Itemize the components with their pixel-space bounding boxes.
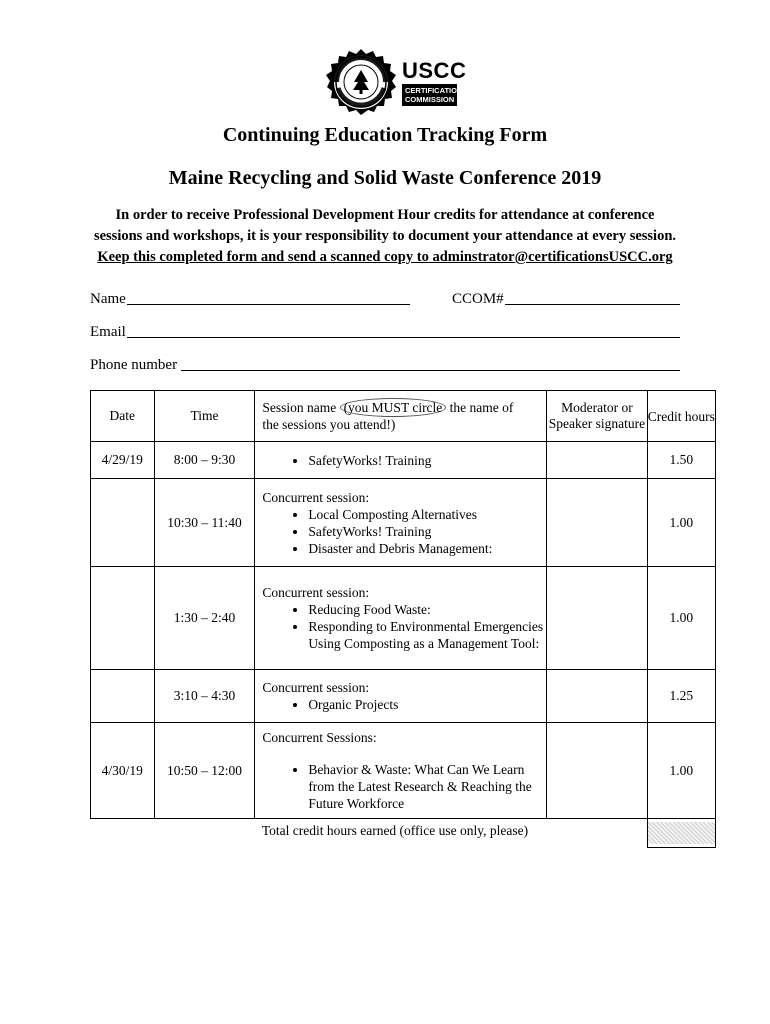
session-table [90, 390, 716, 848]
phone-label: Phone number [90, 357, 178, 373]
row-sessions [255, 723, 547, 819]
header-session-circled: (you MUST circle [340, 398, 447, 417]
form-title: Continuing Education Tracking Form [222, 124, 548, 146]
session-item: • Disaster and Debris Management: [308, 540, 546, 557]
table-row [91, 479, 716, 567]
row-sessions [255, 567, 547, 670]
session-intro: Concurrent session: [262, 680, 370, 695]
row-sessions [255, 442, 547, 479]
total-label: Total credit hours earned (office use only, please) [261, 823, 529, 838]
event-title: Maine Recycling and Solid Waste Conference 2019 [168, 167, 602, 189]
logo-commission-box [402, 84, 463, 106]
table-header-row [91, 391, 716, 442]
header-credit: Credit hours [647, 391, 715, 442]
intro-paragraph [60, 205, 710, 268]
table-row [91, 723, 716, 819]
row-signature-cell[interactable] [547, 723, 647, 819]
header-session-post: the name of [449, 400, 514, 415]
session-intro: Concurrent Sessions: [262, 730, 377, 745]
row-signature-cell[interactable] [547, 479, 647, 567]
logo-box-line1: CERTIFICATION [405, 86, 463, 95]
row-date: 4/29/19 [91, 442, 155, 479]
header-session-pre: Session name [262, 400, 337, 415]
email-field[interactable] [90, 324, 680, 341]
total-credit-cell [647, 819, 715, 848]
session-item: • Reducing Food Waste: [308, 601, 546, 618]
name-label: Name [90, 291, 126, 307]
ccom-field[interactable] [452, 291, 680, 308]
header-session-line2: the sessions you attend!) [262, 417, 396, 432]
session-item: • SafetyWorks! Training [308, 523, 546, 540]
intro-line-3: Keep this completed form and send a scanned copy to adminstrator@certificationsUSCC.org [97, 249, 673, 265]
row-date [91, 479, 155, 567]
row-sessions [255, 670, 547, 723]
session-item: • Responding to Environmental Emergencies Using Composting as a Management Tool: [308, 618, 546, 652]
header-date: Date [91, 391, 155, 442]
session-intro: Concurrent session: [262, 585, 370, 600]
header-moderator: Moderator or Speaker signature [547, 391, 647, 442]
session-item: • Behavior & Waste: What Can We Learn from the Latest Research & Reaching the Future Workforce [308, 761, 546, 812]
row-credit: 1.50 [647, 442, 715, 479]
phone-field[interactable] [90, 357, 680, 374]
row-sessions [255, 479, 547, 567]
session-intro: Concurrent session: [262, 489, 370, 505]
row-signature-cell[interactable] [547, 442, 647, 479]
ccom-label: CCOM# [452, 291, 504, 307]
intro-line-2: sessions and workshops, it is your responsibility to document your attendance at every session. [93, 228, 677, 244]
row-time: 10:50 – 12:00 [154, 723, 255, 819]
row-signature-cell[interactable] [547, 670, 647, 723]
total-row [91, 819, 716, 848]
table-row [91, 442, 716, 479]
intro-line-1: In order to receive Professional Development Hour credits for attendance at conference [115, 207, 655, 223]
row-date: 4/30/19 [91, 723, 155, 819]
logo-brand-text: USCC [402, 58, 467, 83]
row-date [91, 670, 155, 723]
name-field[interactable] [90, 291, 410, 308]
email-label: Email [90, 324, 126, 340]
row-credit: 1.25 [647, 670, 715, 723]
row-credit: 1.00 [647, 479, 715, 567]
email-input-line[interactable] [127, 336, 680, 338]
session-item: • SafetyWorks! Training [308, 452, 546, 469]
row-time: 8:00 – 9:30 [154, 442, 255, 479]
row-time: 1:30 – 2:40 [154, 567, 255, 670]
session-item: • Local Composting Alternatives [308, 506, 546, 523]
phone-input-line[interactable] [181, 369, 680, 371]
authorized-training-provider-seal-icon [325, 48, 397, 120]
row-credit: 1.00 [647, 567, 715, 670]
session-item: • Organic Projects [308, 696, 546, 713]
total-credit-shaded [648, 822, 715, 844]
row-date [91, 567, 155, 670]
name-input-line[interactable] [127, 303, 410, 305]
row-credit: 1.00 [647, 723, 715, 819]
header-session [255, 391, 547, 442]
uscc-logo [325, 48, 465, 120]
row-time: 10:30 – 11:40 [154, 479, 255, 567]
table-row [91, 670, 716, 723]
logo-box-line2: COMMISSION [405, 95, 455, 104]
ccom-input-line[interactable] [505, 303, 680, 305]
row-signature-cell[interactable] [547, 567, 647, 670]
table-row [91, 567, 716, 670]
row-time: 3:10 – 4:30 [154, 670, 255, 723]
header-time: Time [154, 391, 255, 442]
